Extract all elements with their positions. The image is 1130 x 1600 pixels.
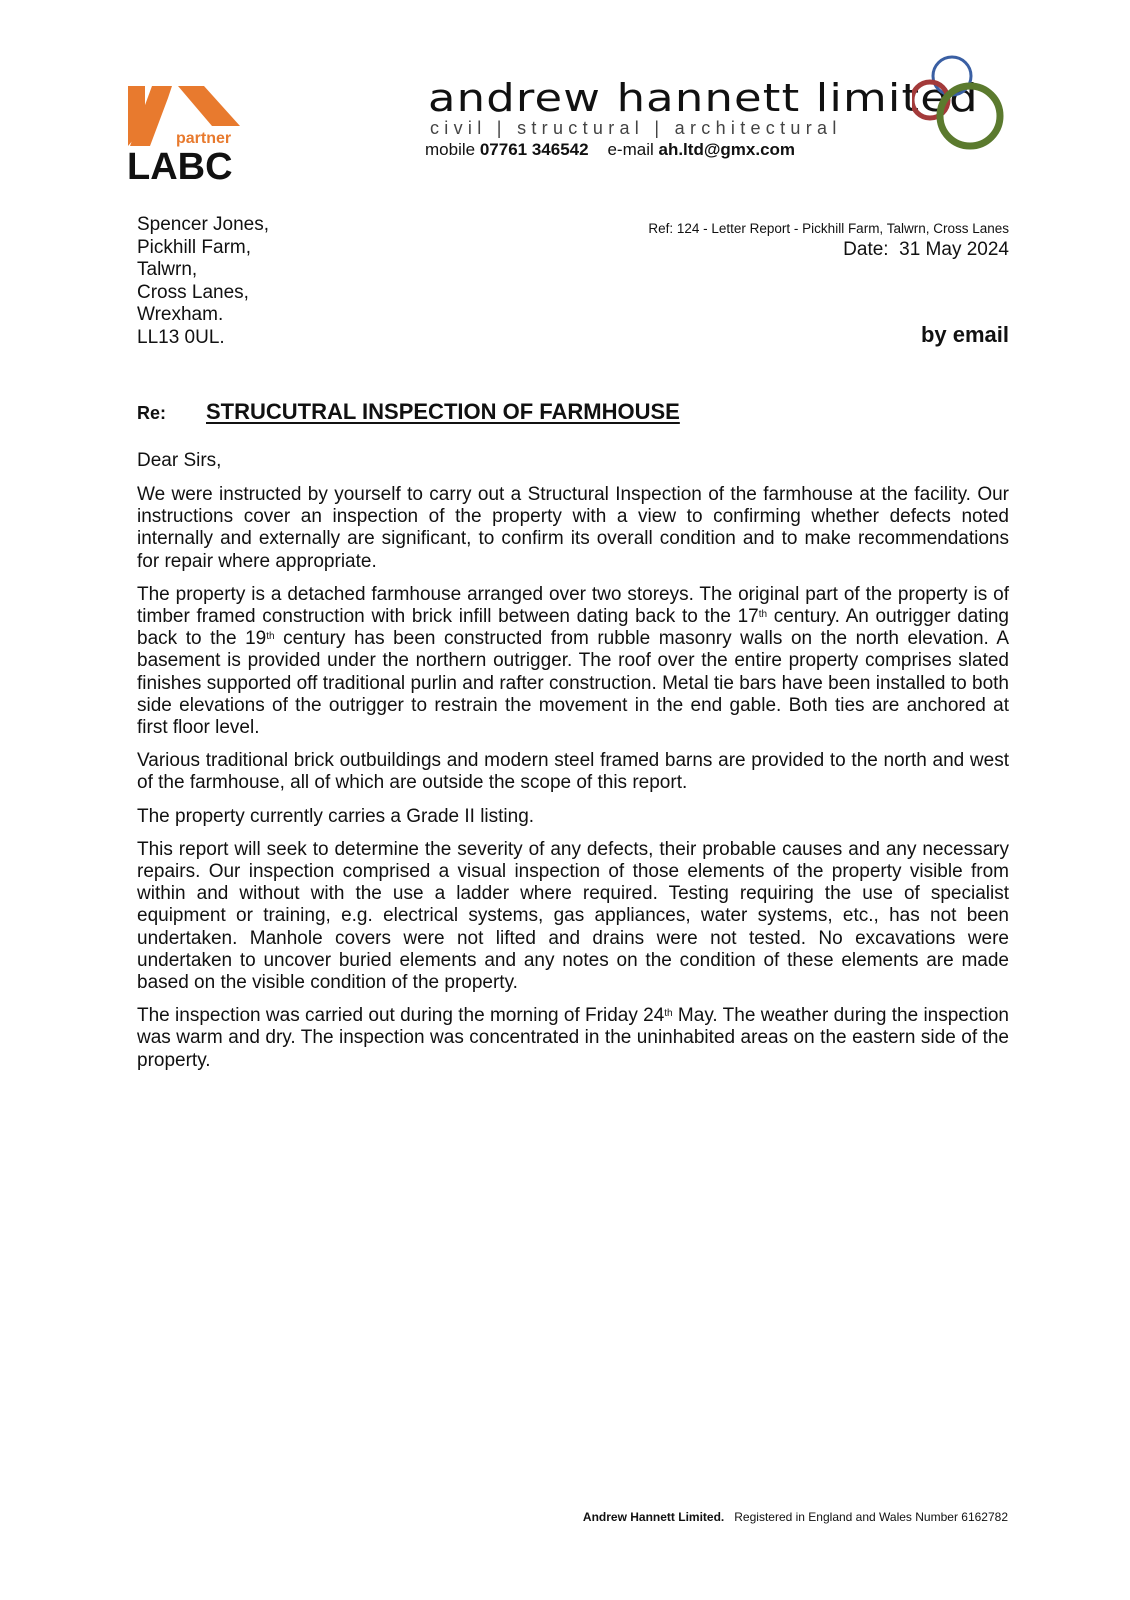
footer-company: Andrew Hannett Limited.: [582, 1510, 725, 1524]
text-segment: The inspection was carried out during the morning of Friday 24: [137, 1005, 665, 1027]
ordinal-suffix: th: [758, 609, 768, 621]
email-address: ah.ltd@gmx.com: [658, 140, 796, 159]
rings-logo-icon: [912, 52, 1022, 162]
paragraph-listing: The property currently carries a Grade II listing.: [137, 805, 535, 827]
page-footer: [583, 1510, 1008, 1524]
address-line: Spencer Jones,: [137, 214, 270, 235]
date-label: Date:: [843, 239, 889, 260]
address-line: Pickhill Farm,: [137, 236, 252, 258]
address-line: LL13 0UL.: [137, 326, 225, 348]
salutation: Dear Sirs,: [137, 450, 222, 471]
subject-title: STRUCUTRAL INSPECTION OF FARMHOUSE: [206, 399, 680, 424]
reference-line: Ref: 124 - Letter Report - Pickhill Farm, Talwrn, Cross Lanes: [648, 221, 1009, 236]
paragraph-scope: This report will seek to determine the severity of any defects, their probable causes and any necessary repairs. Our inspection comprised a visual inspection of those elements of the property visible from within and without with the use a ladder where required. Testing requiring the use of specialist equipment or training, e.g. electrical systems, gas appliances, water systems, etc., has not been undertaken. Manhole covers were not lifted and drains were not tested. No excavations were undertaken to uncover buried elements and any notes on the condition of these elements are made based on the visible condition of the property.: [137, 838, 1009, 994]
company-contact: [425, 140, 795, 160]
address-line: Wrexham.: [137, 304, 224, 325]
paragraph-property-description: [137, 584, 1009, 739]
paragraph-instructions: We were instructed by yourself to carry out a Structural Inspection of the farmhouse at the facility. Our instructions cover an inspection of the property with a view to confirming whether defects noted internally and externally are significant, to confirm its overall condition and to make recommendations for repair where appropriate.: [137, 484, 1009, 572]
letter-date: [843, 239, 1009, 261]
subject-label: Re:: [137, 403, 167, 423]
mobile-label: mobile: [425, 140, 476, 159]
recipient-address: [137, 214, 269, 349]
email-label: e-mail: [607, 140, 654, 159]
text-segment: May. The weather during the inspection was warm and dry. The inspection was concentrated in the uninhabited areas on the eastern side of the property.: [137, 1005, 1009, 1071]
delivery-method: by email: [920, 322, 1009, 347]
date-value: 31 May 2024: [899, 239, 1009, 260]
company-name: andrew hannett limited: [428, 76, 979, 120]
footer-registration: Registered in England and Wales Number 6162782: [734, 1510, 1008, 1524]
text-segment: century. An outrigger dating back to the 19: [137, 606, 1009, 650]
ordinal-suffix: th: [664, 1008, 673, 1020]
letter-body: [137, 484, 1009, 1083]
labc-wordmark: LABC: [127, 146, 233, 188]
address-line: Cross Lanes,: [137, 281, 249, 303]
paragraph-outbuildings: Various traditional brick outbuildings and modern steel framed barns are provided to the north and west of the farmhouse, all of which are outside the scope of this report.: [137, 750, 1009, 794]
company-tagline: civil | structural | architectural: [430, 118, 842, 138]
mobile-number: 07761 346542: [479, 140, 589, 159]
text-segment: The property is a detached farmhouse arranged over two storeys. The original part of the property is of timber framed construction with brick infill between dating back to the 17: [137, 583, 1009, 628]
address-line: Talwrn,: [137, 259, 198, 280]
ordinal-suffix: th: [266, 631, 275, 643]
labc-partner-label: partner: [176, 130, 232, 147]
text-segment: century has been constructed from rubble masonry walls on the north elevation. A basement is provided under the northern outrigger. The roof over the entire property comprises slated finishes supported off traditional purlin and rafter construction. Metal tie bars have been installed to both side elevations of the outrigger to restrain the movement in the end gable. Both ties are anchored at first floor level.: [137, 628, 1009, 739]
paragraph-inspection-details: [137, 1005, 1009, 1072]
